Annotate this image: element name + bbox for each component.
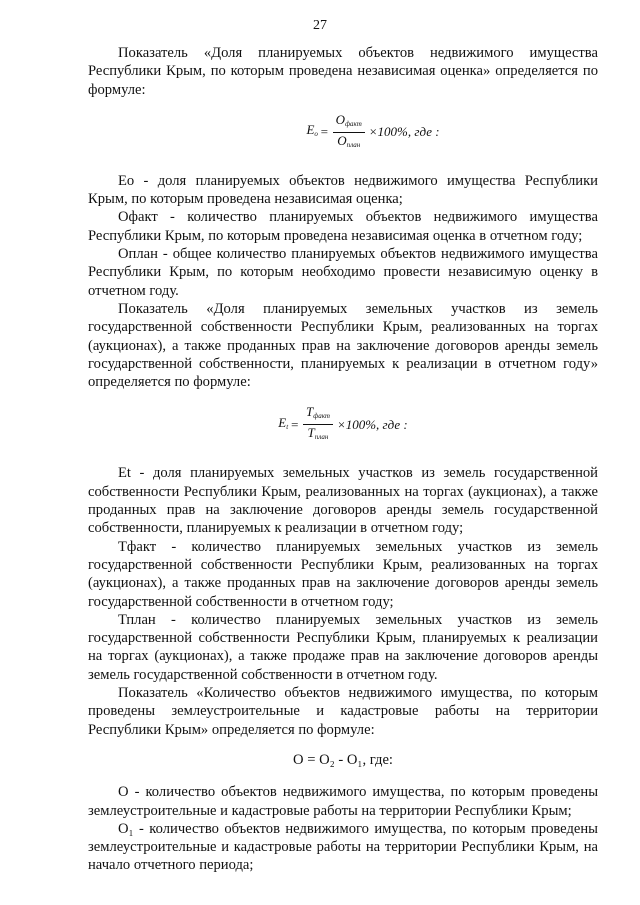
paragraph-indicator-cadastral: Показатель «Количество объектов недвижимого имущества, по которым проведены землеустроительные и кадастровые работы на территории Республики Крым» определяется по формуле: (88, 685, 598, 738)
definition-eo: Ео - доля планируемых объектов недвижимого имущества Республики Крым, по которым проведена независимая оценка; (88, 172, 598, 208)
formula-eo (148, 113, 598, 152)
formula-et-numerator: $T_{факт}$ (303, 405, 333, 425)
paragraph-indicator-land: Показатель «Доля планируемых земельных участков из земель государственной собственности Республики Крым, реализованных на торгах (аукционах), а также проданных прав на заключение договоров аренды земель государственной собственности, планируемых к реализации в отчетном году» определяется по формуле: (88, 300, 598, 391)
formula-eo-fraction (333, 113, 365, 152)
formula-et-eq: = (290, 416, 299, 432)
definition-oplan: Оплан - общее количество планируемых объектов недвижимого имущества Республики Крым, по которым необходимо провести независимую оценку в отчетном году. (88, 246, 598, 299)
definition-ofakt: Офакт - количество планируемых объектов недвижимого имущества Республики Крым, по которым проведена независимая оценка в отчетном году; (88, 209, 598, 244)
formula-et-fraction (303, 405, 333, 444)
formula-eo-lhs: $E_o$ (306, 122, 318, 139)
formula-o: О = О₂ - О₁, где: (293, 751, 393, 768)
formula-eo-eq: = (319, 124, 329, 140)
formula-eo-numerator: $O_{факт}$ (333, 113, 365, 133)
formula-et (88, 405, 598, 444)
paragraph-indicator-appraisal: Показатель «Доля планируемых объектов недвижимого имущества Республики Крым, по которым проведена независимая оценка» определяется по формуле: (88, 45, 598, 98)
definition-et: Et - доля планируемых земельных участков из земель государственной собственности Республики Крым, реализованных на торгах (аукционах), а также проданных прав на заключение договоров аренды земель государственной собственности, планируемых к реализации в отчетном году; (88, 465, 598, 537)
formula-eo-denominator: $O_{план}$ (337, 132, 361, 149)
definition-o: О - количество объектов недвижимого имущества, по которым проведены землеустроительные и кадастровые работы на территории Республики Крым; (88, 784, 598, 819)
formula-et-rest: ×100%, где : (336, 416, 408, 432)
definition-o1: О₁ - количество объектов недвижимого имущества, по которым проведены землеустроительные и кадастровые работы на территории Республики Крым, на начало отчетного периода; (88, 820, 598, 874)
definition-tfakt: Тфакт - количество планируемых земельных участков из земель государственной собственности Республики Крым, реализованных на торгах (аукционах), а также проданных прав на заключение договоров аренды земель государственной собственности в отчетном году; (88, 538, 598, 610)
definition-tplan: Тплан - количество планируемых земельных участков из земель государственной собственности Республики Крым, планируемых к реализации на торгах (аукционах), а также продаже прав на заключение договоров аренды земель государственной собственности в отчетном году. (88, 611, 598, 683)
page-number: 27 (313, 18, 327, 33)
formula-et-denominator: $T_{план}$ (307, 425, 329, 442)
document-body (88, 44, 598, 875)
formula-et-lhs: $E_t$ (278, 414, 289, 431)
formula-eo-rest: ×100%, где : (368, 124, 440, 140)
